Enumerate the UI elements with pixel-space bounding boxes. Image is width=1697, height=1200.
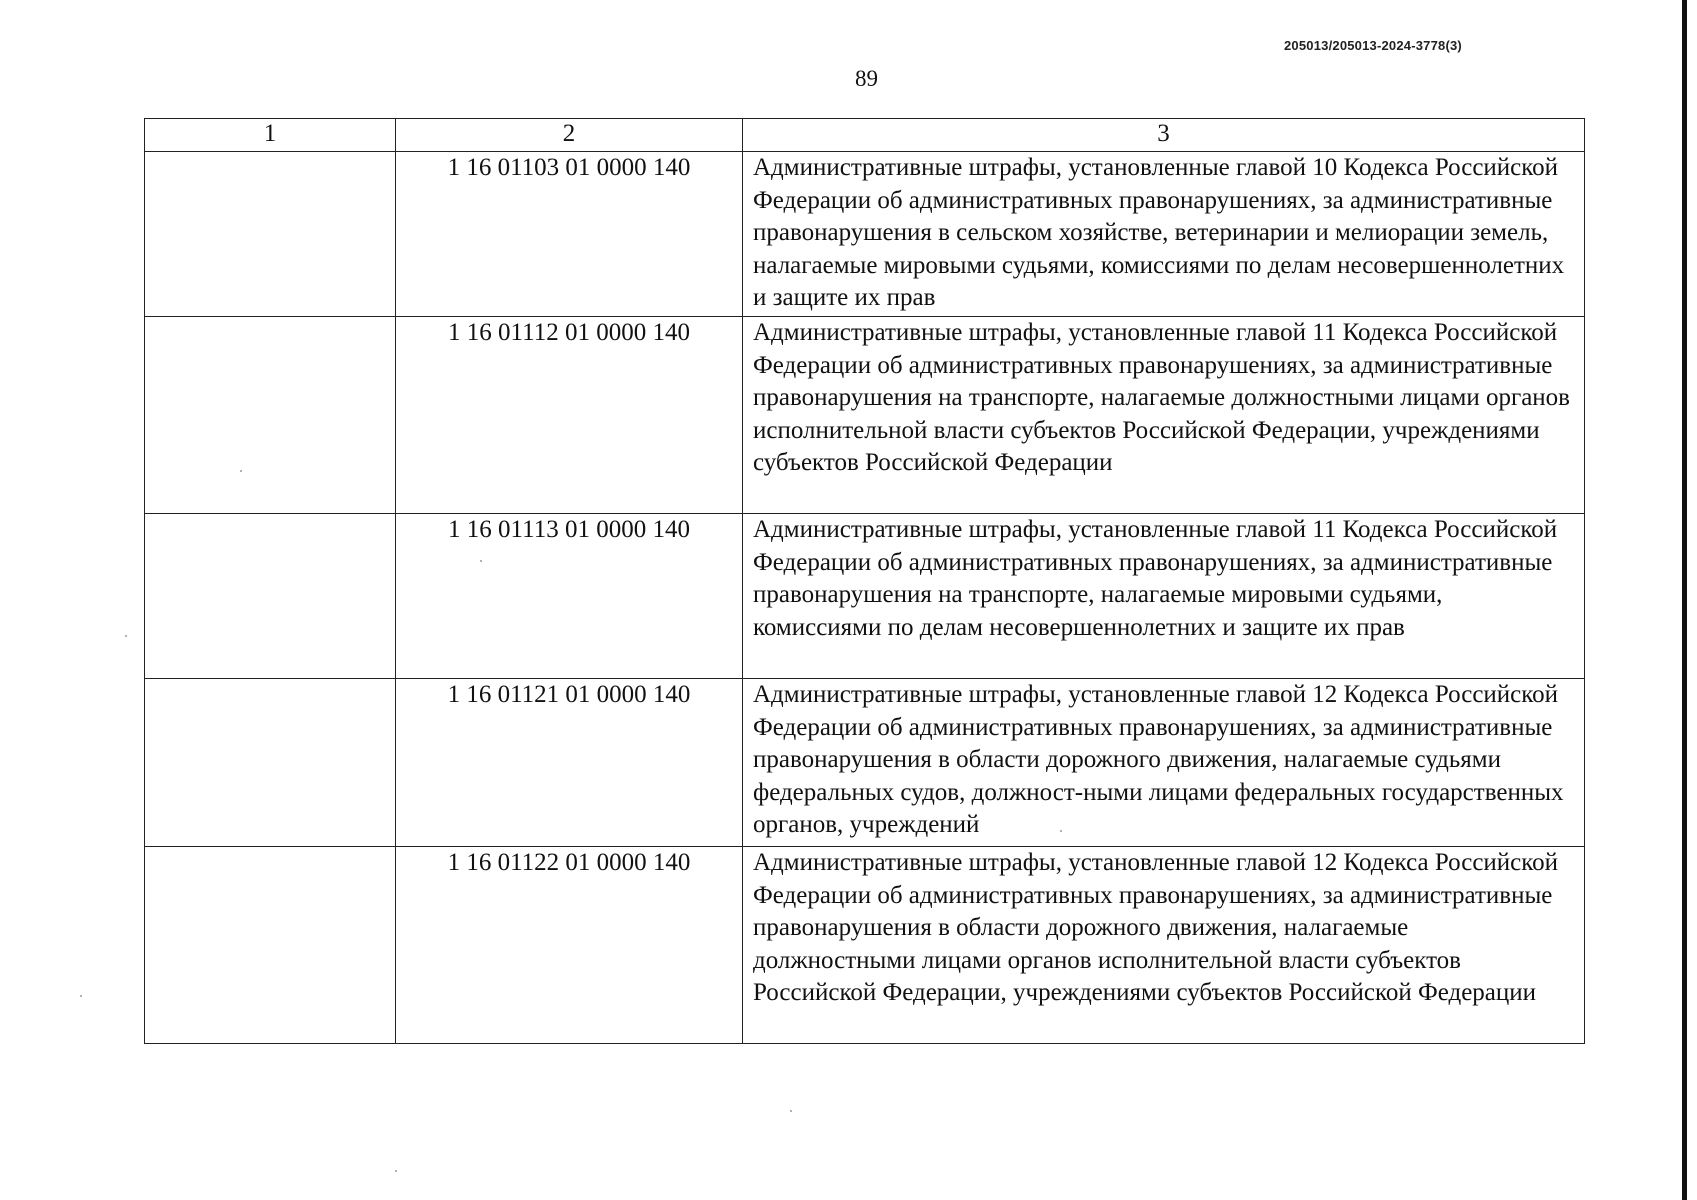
column-1-cell <box>145 847 396 1044</box>
scan-speck <box>80 995 82 997</box>
column-1-cell <box>145 514 396 679</box>
column-1-cell <box>145 679 396 847</box>
table-row <box>145 514 1585 679</box>
scan-speck <box>240 470 242 472</box>
scan-speck <box>1060 830 1062 832</box>
description-cell: Административные штрафы, установленные главой 12 Кодекса Российской Федерации об административных правонарушениях, за административные правонарушения в области дорожного движения, налагаемые судьями федеральных судов, должност-ными лицами федеральных государственных органов, учреждений <box>743 679 1585 847</box>
scan-edge-line <box>1682 0 1687 1200</box>
scan-speck <box>790 1110 792 1112</box>
description-cell: Административные штрафы, установленные главой 11 Кодекса Российской Федерации об административных правонарушениях, за административные правонарушения на транспорте, налагаемые должностными лицами органов исполнительной власти субъектов Российской Федерации, учреждениями субъектов Российской Федерации <box>743 317 1585 514</box>
scan-speck <box>395 1170 397 1172</box>
table-row <box>145 152 1585 317</box>
table-row <box>145 847 1585 1044</box>
description-cell: Административные штрафы, установленные главой 11 Кодекса Российской Федерации об административных правонарушениях, за административные правонарушения на транспорте, налагаемые мировыми судьями, комиссиями по делам несовершеннолетних и защите их прав <box>743 514 1585 679</box>
page-number: 89 <box>855 66 878 91</box>
budget-code-cell: 1 16 01122 01 0000 140 <box>396 847 743 1044</box>
budget-code-cell: 1 16 01103 01 0000 140 <box>396 152 743 317</box>
column-1-cell <box>145 317 396 514</box>
scan-speck <box>125 635 127 637</box>
table-row <box>145 317 1585 514</box>
document-id: 205013/205013-2024-3778(3) <box>1284 38 1462 53</box>
codes-table <box>144 118 1585 1044</box>
table-row <box>145 679 1585 847</box>
budget-code-cell: 1 16 01121 01 0000 140 <box>396 679 743 847</box>
budget-code-cell: 1 16 01113 01 0000 140 <box>396 514 743 679</box>
column-header-1: 1 <box>145 119 396 152</box>
column-header-3: 3 <box>743 119 1585 152</box>
table-header-row <box>145 119 1585 152</box>
column-1-cell <box>145 152 396 317</box>
scan-speck <box>480 560 482 562</box>
description-cell: Административные штрафы, установленные главой 12 Кодекса Российской Федерации об административных правонарушениях, за административные правонарушения в области дорожного движения, налагаемые должностными лицами органов исполнительной власти субъектов Российской Федерации, учреждениями субъектов Российской Федерации <box>743 847 1585 1044</box>
budget-code-cell: 1 16 01112 01 0000 140 <box>396 317 743 514</box>
description-cell: Административные штрафы, установленные главой 10 Кодекса Российской Федерации об административных правонарушениях, за административные правонарушения в сельском хозяйстве, ветеринарии и мелиорации земель, налагаемые мировыми судьями, комиссиями по делам несовершеннолетних и защите их прав <box>743 152 1585 317</box>
column-header-2: 2 <box>396 119 743 152</box>
